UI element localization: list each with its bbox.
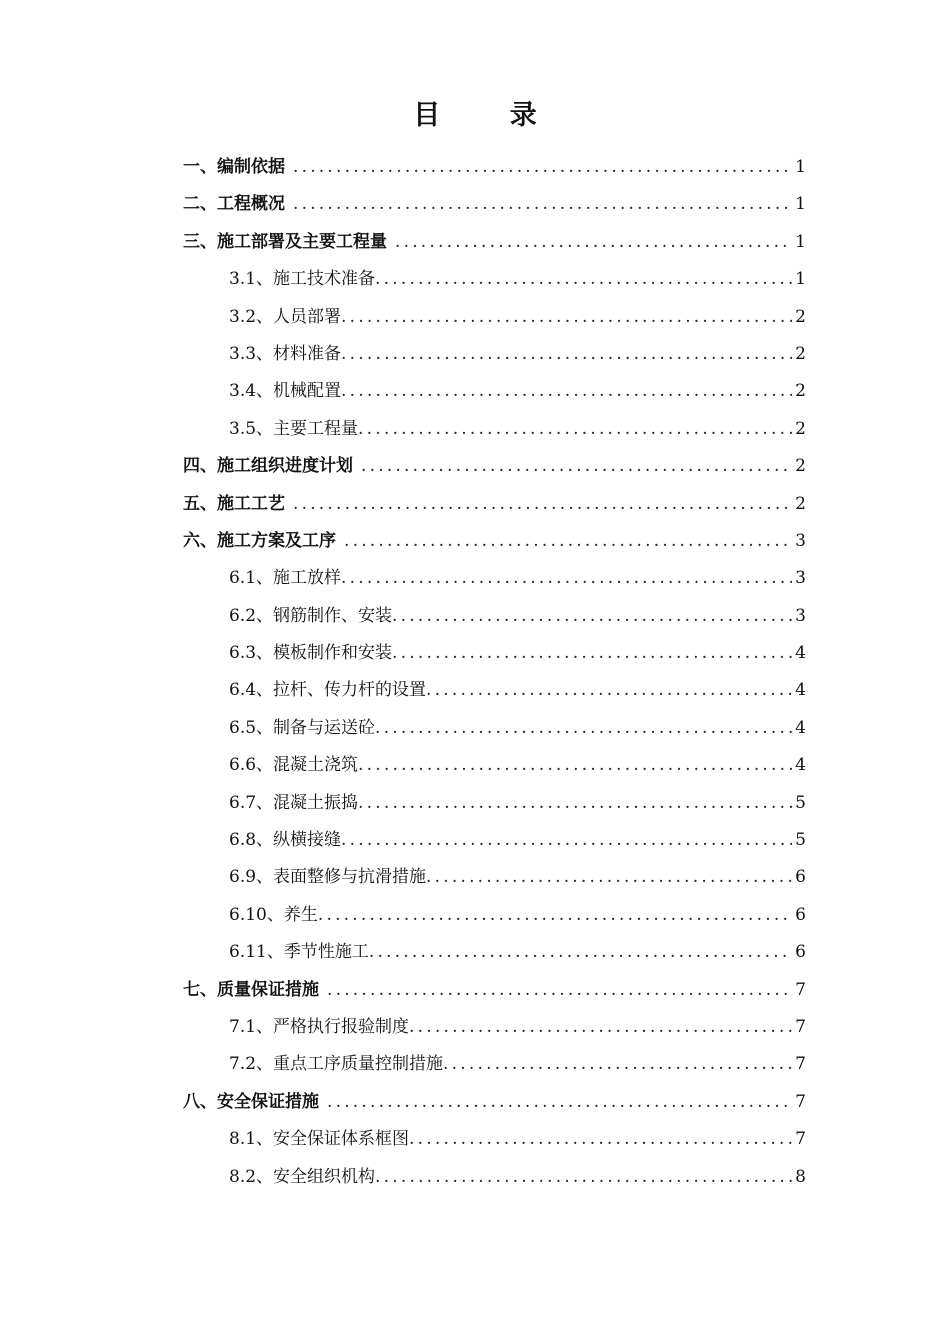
toc-entry-text: 6.10、养生: [229, 904, 318, 925]
toc-page-number: 2: [795, 306, 806, 327]
toc-subentry[interactable]: [183, 1046, 806, 1083]
toc-dot-leader: [358, 785, 792, 822]
toc-subentry[interactable]: [183, 299, 806, 336]
toc-subentry[interactable]: [183, 1121, 806, 1158]
toc-entry[interactable]: [183, 1084, 806, 1121]
toc-entry-text: 8.2、安全组织机构: [229, 1166, 376, 1187]
toc-dot-leader: [341, 560, 792, 597]
toc-entry-text: 3.2、人员部署: [229, 306, 342, 327]
toc-page-number: 7: [795, 979, 806, 1000]
toc-subentry[interactable]: [183, 672, 806, 709]
toc-page-number: 7: [795, 1091, 806, 1112]
toc-page-number: 4: [795, 643, 806, 664]
toc-dot-leader: [293, 486, 792, 523]
toc-page-number: 8: [795, 1166, 806, 1187]
toc-subentry[interactable]: [183, 747, 806, 784]
toc-dot-leader: [344, 523, 792, 560]
toc-page-number: 7: [795, 1054, 806, 1075]
toc-page-number: 6: [795, 904, 806, 925]
toc-subentry[interactable]: [183, 560, 806, 597]
toc-entry-text: 六、施工方案及工序: [183, 530, 336, 551]
toc-dot-leader: [341, 822, 792, 859]
toc-entry[interactable]: [183, 448, 806, 485]
toc-dot-leader: [358, 747, 792, 784]
toc-entry-text: 6.8、纵横接缝: [229, 830, 342, 851]
toc-subentry[interactable]: [183, 1159, 806, 1196]
toc-page-number: 3: [795, 605, 806, 626]
toc-dot-leader: [443, 1046, 792, 1083]
toc-entry-text: 6.9、表面整修与抗滑措施: [229, 867, 427, 888]
toc-page-number: 1: [795, 157, 806, 177]
toc-entry-text: 3.5、主要工程量: [229, 418, 359, 439]
toc-entry[interactable]: [183, 149, 806, 186]
toc-dot-leader: [341, 373, 792, 410]
toc-entry-text: 6.2、钢筋制作、安装: [229, 605, 393, 626]
toc-dot-leader: [327, 1084, 792, 1121]
toc-entry-text: 三、施工部署及主要工程量: [183, 231, 387, 252]
toc-dot-leader: [327, 972, 792, 1009]
toc-subentry[interactable]: [183, 785, 806, 822]
toc-entry[interactable]: [183, 972, 806, 1009]
toc-entry-text: 7.1、严格执行报验制度: [229, 1016, 410, 1037]
toc-dot-leader: [341, 336, 792, 373]
toc-entry-text: 七、质量保证措施: [183, 979, 319, 1000]
toc-dot-leader: [318, 897, 792, 934]
toc-dot-leader: [375, 261, 792, 298]
toc-page-number: 6: [795, 867, 806, 888]
toc-entry[interactable]: [183, 224, 806, 261]
toc-subentry[interactable]: [183, 859, 806, 896]
toc-subentry[interactable]: [183, 635, 806, 672]
toc-entry-text: 3.1、施工技术准备: [229, 269, 376, 290]
toc-entry-text: 7.2、重点工序质量控制措施: [229, 1054, 444, 1075]
toc-entry-text: 一、编制依据: [183, 157, 285, 177]
toc-page-number: 2: [795, 381, 806, 402]
toc-entry-text: 五、施工工艺: [183, 493, 285, 514]
toc-title: 目 录: [413, 100, 567, 131]
toc-subentry[interactable]: [183, 261, 806, 298]
toc-entry-text: 6.5、制备与运送砼: [229, 717, 376, 738]
toc-page-number: 2: [795, 456, 806, 477]
toc-dot-leader: [395, 224, 792, 261]
toc-dot-leader: [369, 934, 792, 971]
toc-page-number: 7: [795, 1016, 806, 1037]
toc-subentry[interactable]: [183, 373, 806, 410]
toc-dot-leader: [341, 299, 792, 336]
toc-page-number: 1: [795, 231, 806, 252]
toc-entry[interactable]: [183, 486, 806, 523]
toc-entry-text: 6.3、模板制作和安装: [229, 643, 393, 664]
toc-entry-text: 6.11、季节性施工: [229, 942, 369, 963]
toc-page-number: 4: [795, 755, 806, 776]
toc-dot-leader: [409, 1121, 792, 1158]
toc-subentry[interactable]: [183, 598, 806, 635]
toc-subentry[interactable]: [183, 710, 806, 747]
toc-dot-leader: [426, 672, 792, 709]
toc-entry-text: 3.4、机械配置: [229, 381, 342, 402]
toc-page-number: 5: [795, 830, 806, 851]
toc-subentry[interactable]: [183, 336, 806, 373]
toc-entry-text: 四、施工组织进度计划: [183, 456, 353, 477]
toc-page-number: 1: [795, 194, 806, 215]
toc-page-number: 2: [795, 493, 806, 514]
toc-page-number: 1: [795, 269, 806, 290]
toc-dot-leader: [409, 1009, 792, 1046]
toc-subentry[interactable]: [183, 897, 806, 934]
toc-list: [183, 149, 806, 1196]
toc-entry-text: 6.6、混凝土浇筑: [229, 755, 359, 776]
toc-page-number: 2: [795, 343, 806, 364]
toc-entry[interactable]: [183, 523, 806, 560]
toc-page-number: 6: [795, 942, 806, 963]
toc-subentry[interactable]: [183, 934, 806, 971]
toc-subentry[interactable]: [183, 822, 806, 859]
toc-entry-text: 3.3、材料准备: [229, 343, 342, 364]
toc-dot-leader: [361, 448, 792, 485]
toc-entry-text: 二、工程概况: [183, 194, 285, 215]
toc-page-number: 4: [795, 680, 806, 701]
toc-dot-leader: [392, 598, 792, 635]
toc-dot-leader: [293, 186, 792, 223]
toc-entry-text: 6.7、混凝土振捣: [229, 792, 359, 813]
toc-dot-leader: [375, 710, 792, 747]
toc-entry[interactable]: [183, 186, 806, 223]
toc-entry-text: 6.1、施工放样: [229, 568, 342, 589]
toc-dot-leader: [375, 1159, 792, 1196]
toc-page-number: 3: [795, 530, 806, 551]
toc-dot-leader: [293, 149, 792, 186]
toc-subentry[interactable]: [183, 411, 806, 448]
toc-entry-text: 8.1、安全保证体系框图: [229, 1129, 410, 1150]
toc-page-number: 4: [795, 717, 806, 738]
toc-page-number: 5: [795, 792, 806, 813]
toc-dot-leader: [426, 859, 792, 896]
toc-page-number: 3: [795, 568, 806, 589]
toc-entry-text: 八、安全保证措施: [183, 1091, 319, 1112]
toc-page-number: 7: [795, 1129, 806, 1150]
toc-page-number: 2: [795, 418, 806, 439]
toc-dot-leader: [392, 635, 792, 672]
toc-subentry[interactable]: [183, 1009, 806, 1046]
toc-dot-leader: [358, 411, 792, 448]
toc-entry-text: 6.4、拉杆、传力杆的设置: [229, 680, 427, 701]
